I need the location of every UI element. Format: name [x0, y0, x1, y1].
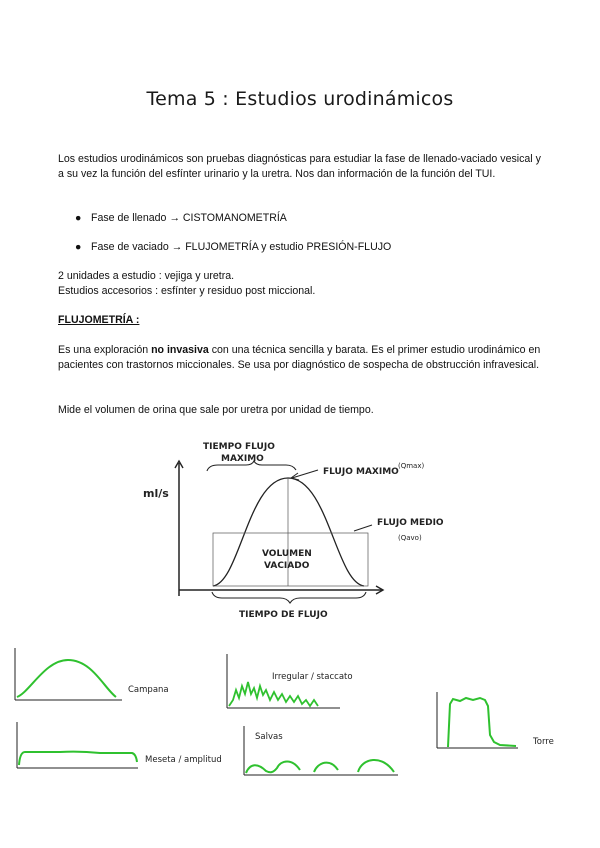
mean-flow-box	[213, 533, 368, 586]
page-title: Tema 5 : Estudios urodinámicos	[146, 88, 454, 110]
qavo-pointer	[354, 525, 372, 531]
text-run: Es una exploración	[58, 344, 152, 356]
pattern-torre	[437, 692, 554, 748]
volumen-label-2: VACIADO	[264, 561, 310, 571]
bullet-text: Fase de vaciado → FLUJOMETRÍA y estudio PRESIÓN-FLUJO	[91, 241, 392, 253]
accessory-line: Estudios accesorios : esfínter y residuo post miccional.	[58, 285, 316, 297]
y-axis-label: ml/s	[143, 487, 169, 500]
tiempo-flujo-label: TIEMPO DE FLUJO	[239, 610, 328, 620]
units-line: 2 unidades a estudio : vejiga y uretra.	[58, 270, 235, 282]
pattern-meseta	[17, 722, 222, 768]
tiempo-maximo-label-2: MAXIMO	[221, 454, 264, 464]
meseta-label: Meseta / amplitud	[145, 755, 222, 765]
bullet-text: Fase de llenado → CISTOMANOMETRÍA	[91, 212, 287, 224]
torre-label: Torre	[533, 737, 554, 747]
campana-label: Campana	[128, 685, 169, 695]
tiempo-maximo-label: TIEMPO FLUJO	[203, 442, 275, 452]
qmax-label: (Qmax)	[398, 462, 425, 470]
bullet-icon: ●	[75, 212, 82, 224]
bold-text: no invasiva	[151, 344, 209, 356]
tiempo-flujo-brace	[212, 592, 366, 603]
pattern-campana	[15, 648, 169, 700]
flujo-maximo-label: FLUJO MAXIMO	[323, 467, 399, 477]
volumen-label: VOLUMEN	[262, 549, 312, 559]
flujometria-definition: Mide el volumen de orina que sale por uretra por unidad de tiempo.	[58, 404, 374, 416]
section-heading: FLUJOMETRÍA :	[58, 314, 140, 326]
irregular-label: Irregular / staccato	[272, 672, 353, 682]
salvas-label: Salvas	[255, 732, 283, 742]
qavo-label: (Qavo)	[398, 534, 422, 542]
pattern-irregular	[227, 654, 353, 708]
text-run: con una técnica sencilla y barata. Es el primer estudio urodinámico en pacientes con trastornos miccionales. Se usa por diagnóstico de sospecha de obstrucción infravesical.	[58, 344, 541, 371]
flujo-medio-label: FLUJO MEDIO	[377, 518, 444, 528]
bullet-icon: ●	[75, 241, 82, 253]
intro-paragraph: Los estudios urodinámicos son pruebas diagnósticas para estudiar la fase de llenado-vaciado vesical y a su vez la función del esfínter urinario y la uretra. Nos dan información de la función del TUI.	[58, 153, 541, 180]
pattern-salvas	[244, 726, 398, 775]
